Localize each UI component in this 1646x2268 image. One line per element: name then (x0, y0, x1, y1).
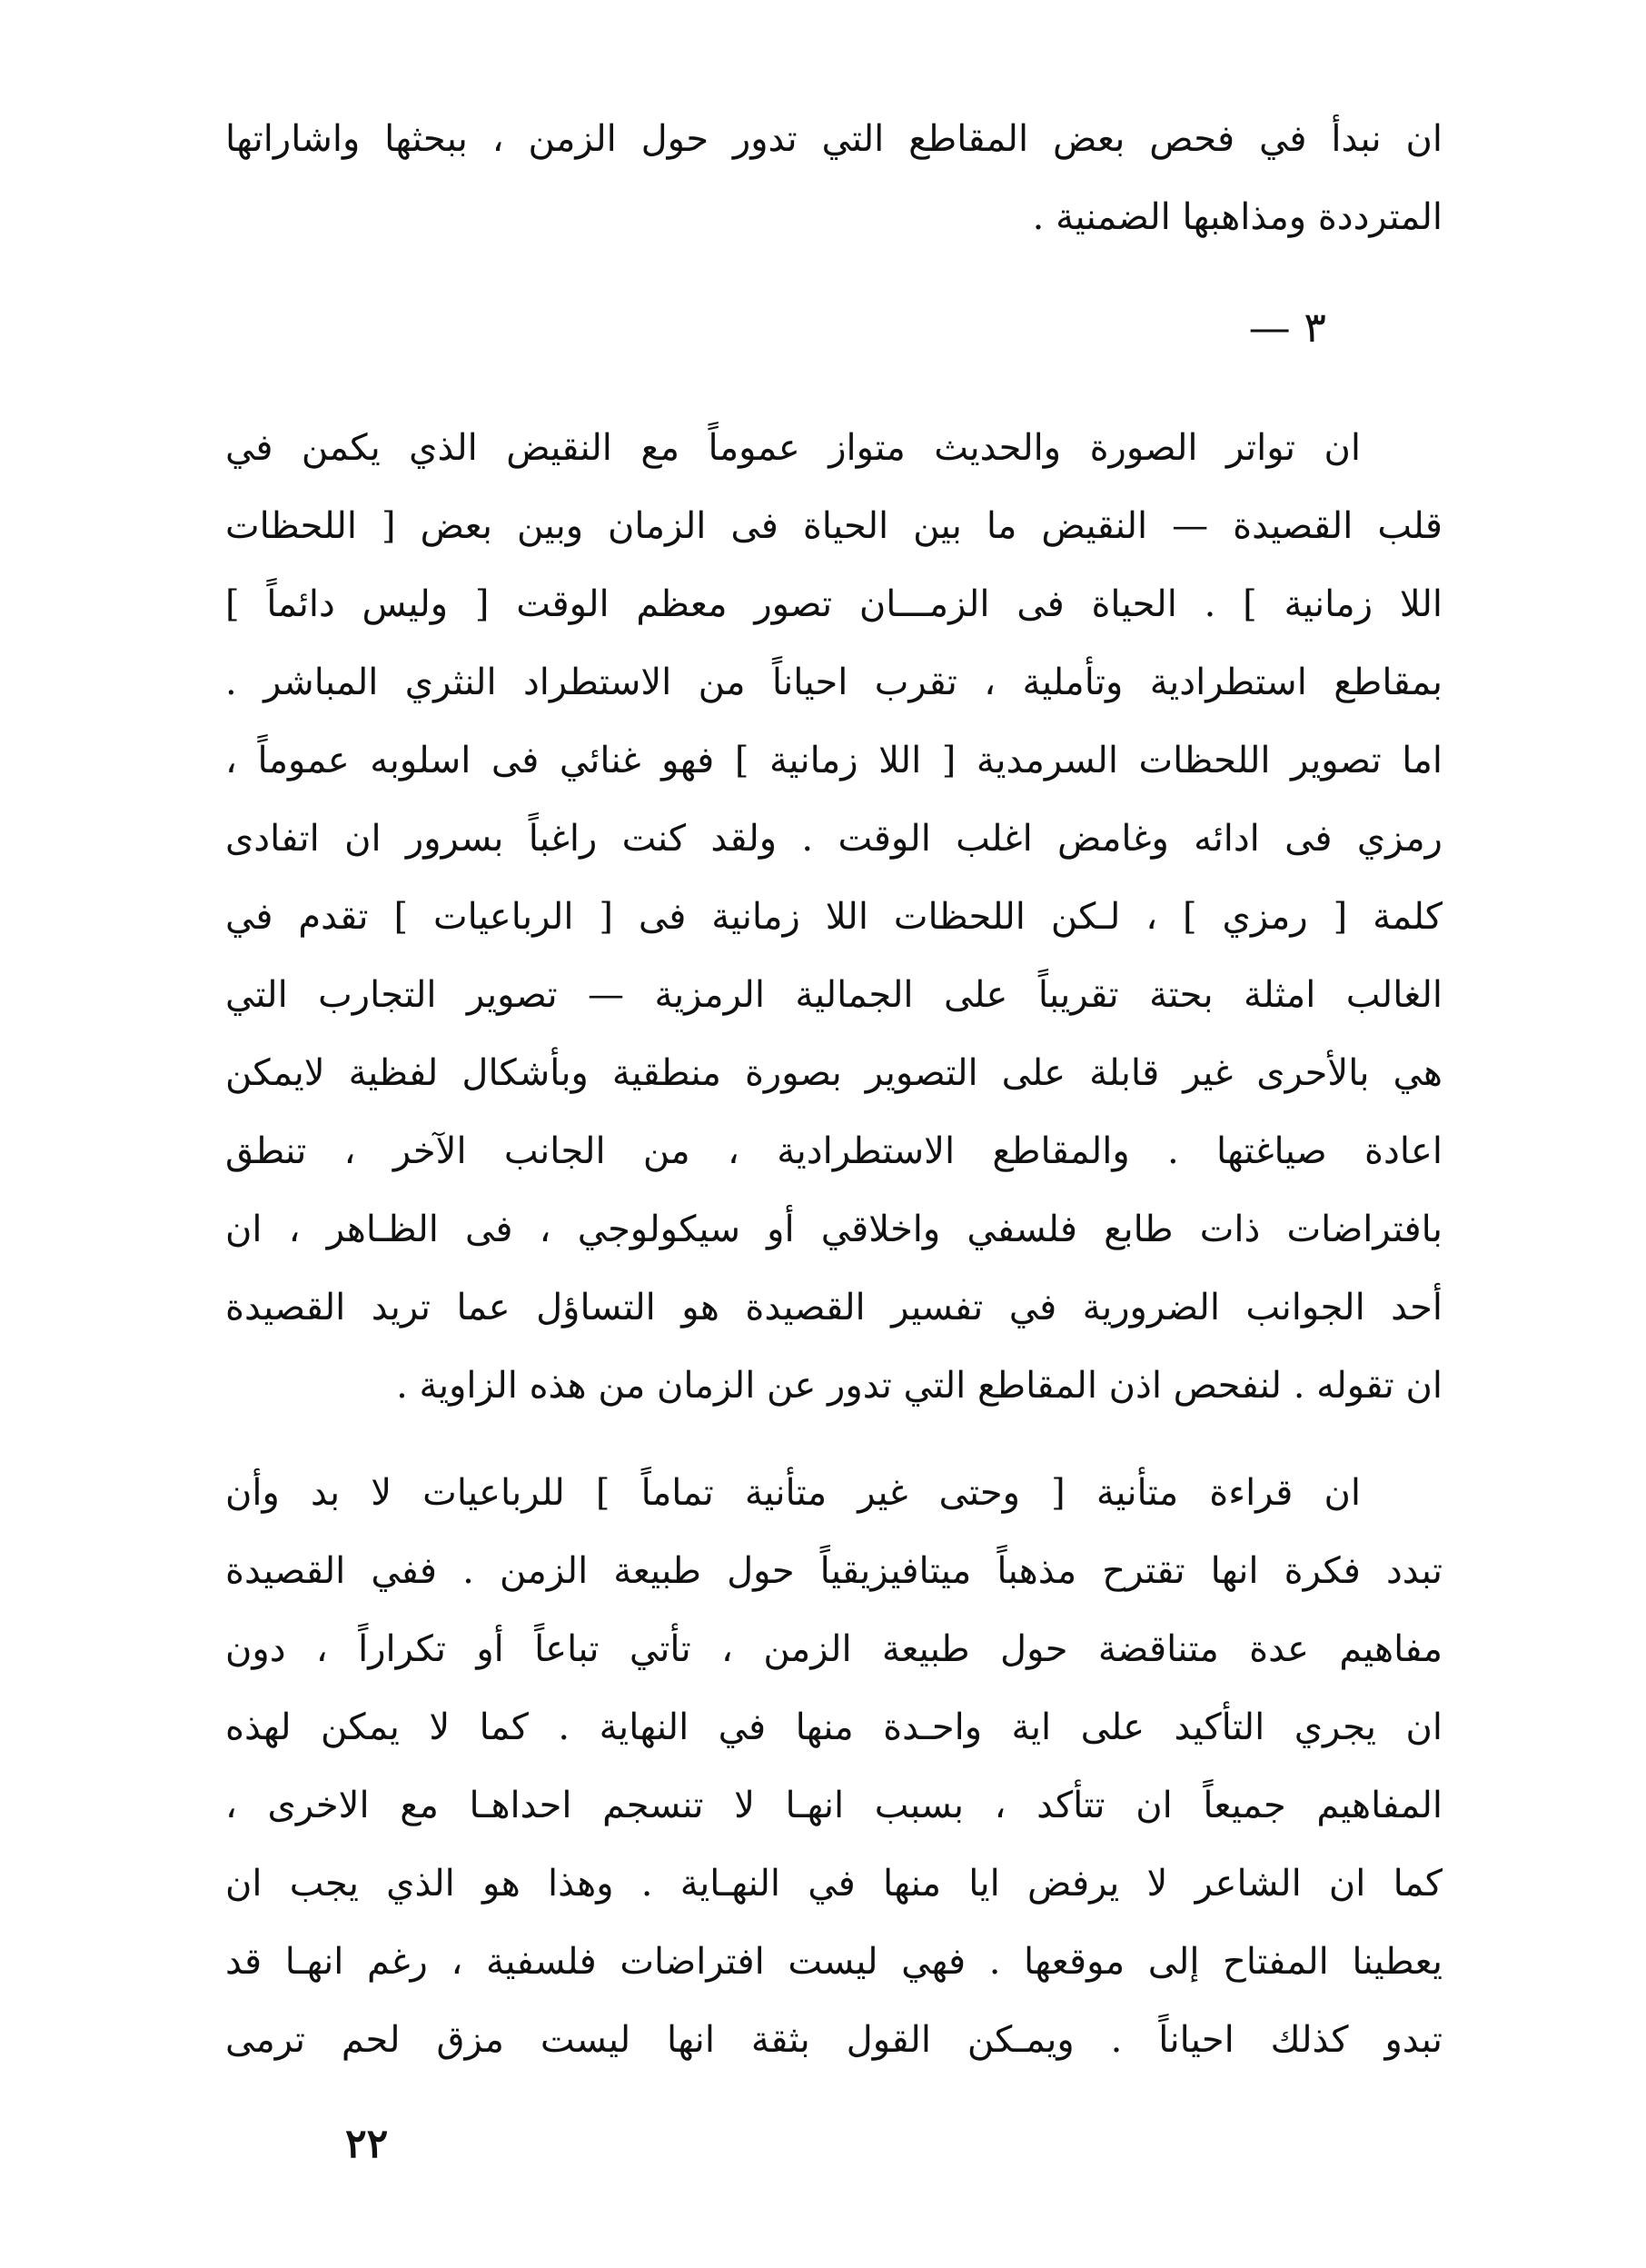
text-line: اللا زمانية ] . الحياة فى الزمـــان تصور معظم الوقت [ وليس دائماً ] (225, 583, 1443, 625)
text-line: ان يجري التأكيد على اية واحـدة منها في النهاية . كما لا يمكن لهذه (225, 1706, 1443, 1748)
paragraph-2 (225, 1454, 1443, 2079)
text-line: ان نبدأ في فحص بعض المقاطع التي تدور حول الزمن ، ببحثها واشاراتها (225, 118, 1443, 160)
text-line: بمقاطع استطرادية وتأملية ، تقرب احياناً من الاستطراد النثري المباشر . (225, 662, 1443, 703)
intro-paragraph (225, 100, 1443, 256)
paragraph-1 (225, 409, 1443, 1425)
text-line: يعطينا المفتاح إلى موقعها . فهي ليست افتراضات فلسفية ، رغم انهـا قد (225, 1941, 1443, 1983)
page-number: ٢٢ (345, 2121, 389, 2167)
text-line: تبدد فكرة انها تقترح مذهباً ميتافيزيقياً حول طبيعة الزمن . ففي القصيدة (225, 1550, 1443, 1592)
text-line: المترددة ومذاهبها الضمنية . (1032, 196, 1443, 238)
text-line: مفاهيم عدة متناقضة حول طبيعة الزمن ، تأتي تباعاً أو تكراراً ، دون (225, 1628, 1443, 1670)
text-line: اعادة صياغتها . والمقاطع الاستطرادية ، من الجانب الآخر ، تنطق (225, 1130, 1443, 1172)
text-line: أحد الجوانب الضرورية في تفسير القصيدة هو التساؤل عما تريد القصيدة (225, 1287, 1443, 1328)
text-line: ان تقوله . لنفحص اذن المقاطع التي تدور عن الزمان من هذه الزاوية . (396, 1365, 1443, 1407)
text-line: هي بالأحرى غير قابلة على التصوير بصورة منطقية وبأشكال لفظية لايمكن (225, 1052, 1443, 1094)
text-line: تبدو كذلك احياناً . ويمـكن القول بثقة انها ليست مزق لحم ترمى (225, 2019, 1443, 2061)
text-line: بافتراضات ذات طابع فلسفي واخلاقي أو سيكولوجي ، فى الظـاهر ، ان (225, 1209, 1443, 1250)
text-line: ان تواتر الصورة والحديث متواز عموماً مع النقيض الذي يكمن في (225, 427, 1361, 469)
section-number: ٣ — (1248, 303, 1326, 352)
text-line: اما تصوير اللحظات السرمدية [ اللا زمانية ] فهو غنائي فى اسلوبه عموماً ، (225, 740, 1443, 781)
text-line: كلمة [ رمزي ] ، لـكن اللحظات اللا زمانية فى [ الرباعيات ] تقدم في (225, 896, 1443, 938)
text-line: رمزي فى ادائه وغامض اغلب الوقت . ولقد كنت راغباً بسرور ان اتفادى (225, 818, 1443, 860)
text-line: المفاهيم جميعاً ان تتأكد ، بسبب انهـا لا تنسجم احداهـا مع الاخرى ، (225, 1785, 1443, 1826)
text-line: الغالب امثلة بحتة تقريباً على الجمالية الرمزية — تصوير التجارب التي (225, 974, 1443, 1016)
text-line: قلب القصيدة — النقيض ما بين الحياة فى الزمان وبين بعض [ اللحظات (225, 505, 1443, 547)
text-line: كما ان الشاعر لا يرفض ايا منها في النهـاية . وهذا هو الذي يجب ان (225, 1863, 1443, 1905)
text-line: ان قراءة متأنية [ وحتى غير متأنية تماماً ] للرباعيات لا بد وأن (225, 1472, 1361, 1514)
